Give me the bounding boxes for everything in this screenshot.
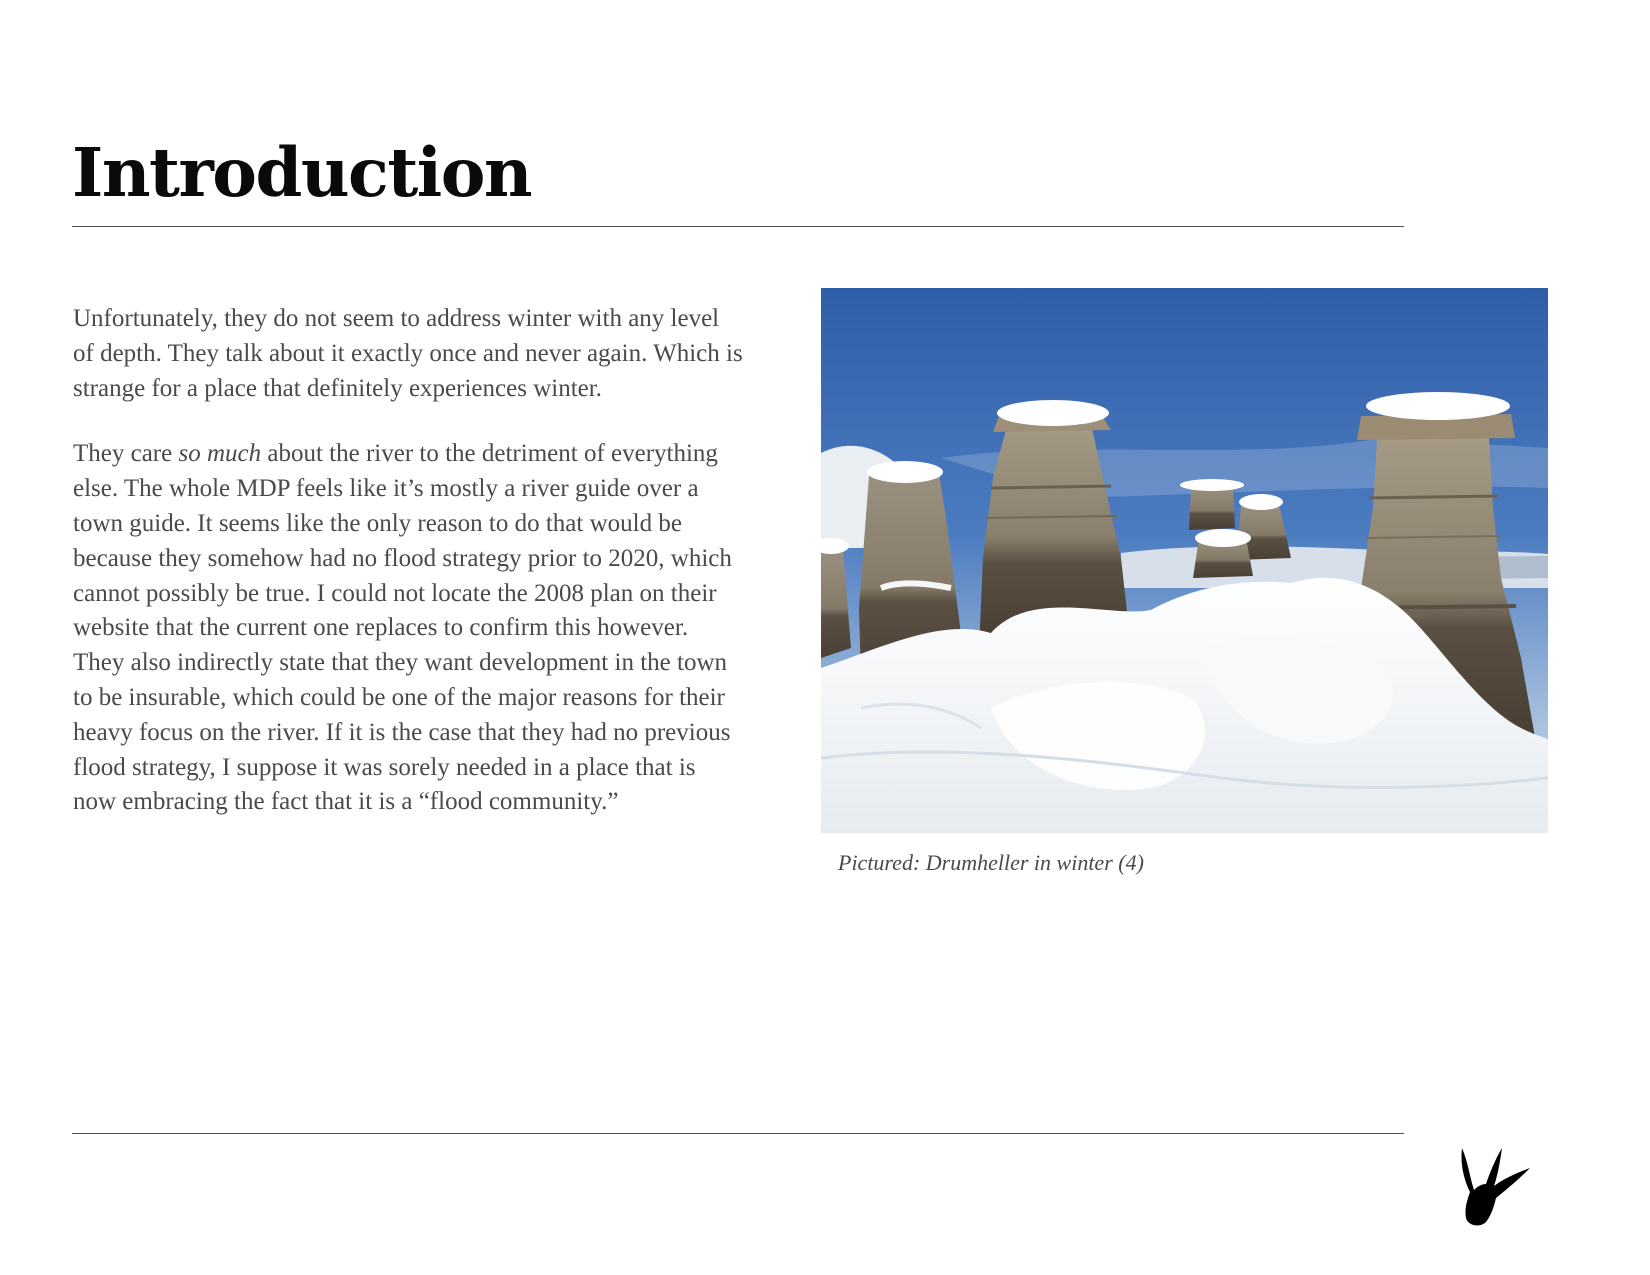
paragraph-2 [73,437,743,820]
photo-caption: Pictured: Drumheller in winter (4) [838,850,1144,875]
hoodoo-small-3 [1193,529,1253,578]
drumheller-winter-photo [821,288,1548,833]
paragraph-2-rest: about the river to the detriment of everything else. The whole MDP feels like it’s mostly a river guide over a town guide. It seems like the only reason to do that would be because they somehow had no flood strategy prior to 2020, which cannot possibly be true. I could not locate the 2008 plan on their website that the current one replaces to confirm this however. They also indirectly state that they want development in the town to be insurable, which could be one of the major reasons for their heavy focus on the river. If it is the case that they had no previous flood strategy, I suppose it was sorely needed in a place that is now embracing the fact that it is a “flood community.” [73,440,732,816]
body-text [73,302,743,851]
header-divider [72,226,1404,227]
paragraph-2-start: They care [73,440,179,468]
dinosaur-footprint-icon [1452,1140,1532,1230]
paragraph-2-emphasis: so much [178,440,262,468]
paragraph-1: Unfortunately, they do not seem to address winter with any level of depth. They talk about it exactly once and never again. Which is strange for a place that definitely experiences winter. [73,305,743,402]
page-title: Introduction [72,133,532,212]
footer-divider [72,1133,1404,1134]
